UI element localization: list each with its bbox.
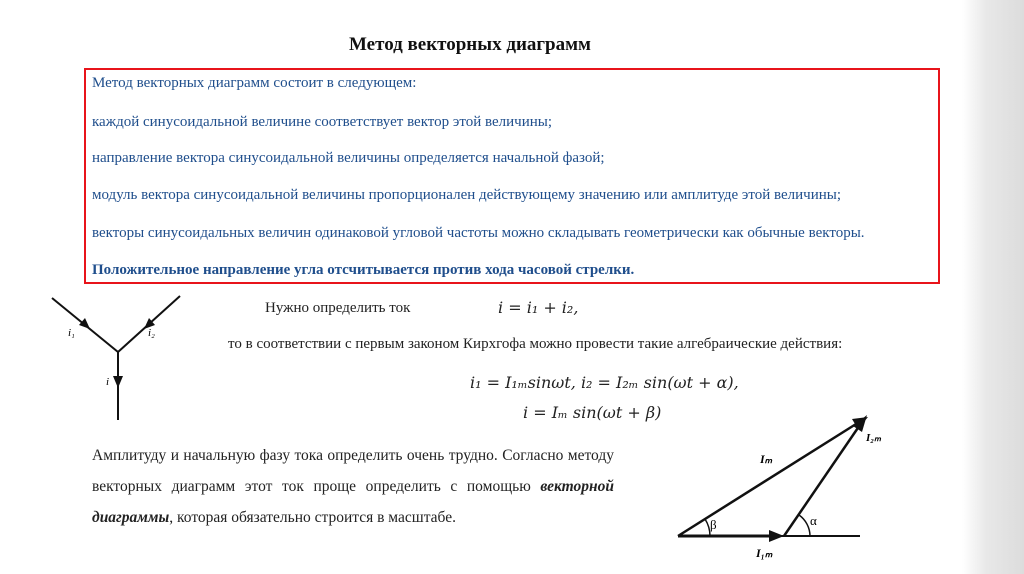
current-node-diagram (40, 290, 190, 425)
box-bold-line: Положительное направление угла отсчитывается против хода часовой стрелки. (92, 262, 635, 278)
label-alpha: α (810, 513, 817, 528)
arrow-i1 (79, 318, 90, 329)
need-text: Нужно определить ток (265, 300, 411, 316)
label-i1: i₁ (68, 327, 75, 339)
box-line-5: векторы синусоидальных величин одинаковой угловой частоты можно складывать геометрически как обычные векторы. (92, 225, 865, 241)
label-i: i (106, 376, 110, 388)
label-beta: β (710, 517, 717, 532)
label-i2: i₂ (148, 327, 155, 339)
slide-title: Метод векторных диаграмм (349, 34, 591, 55)
box-line-4: модуль вектора синусоидальной величины пропорционален действующему значению или амплитуде этой величины; (92, 187, 841, 203)
explanation-paragraph: Амплитуду и начальную фазу тока определить очень трудно. Согласно методу векторных диаграмм этот ток проще определить с помощью векторной диаграммы, которая обязательно строится в масштабе. (92, 447, 614, 526)
kirchhoff-text: то в соответствии с первым законом Кирхгофа можно провести такие алгебраические действия: (228, 336, 843, 352)
angle-alpha-arc (799, 515, 810, 536)
formula-sum: i = i₁ + i₂, (498, 298, 579, 317)
definition-box (84, 68, 940, 284)
label-Im: Iₘ (760, 452, 773, 466)
label-I1m: I₁ₘ (756, 546, 773, 560)
arrow-I1m (769, 530, 784, 542)
arrow-i (113, 376, 123, 388)
box-line-2: каждой синусоидальной величине соответствует вектор этой величины; (92, 114, 552, 130)
vector-I2m (784, 419, 864, 536)
box-line-3: направление вектора синусоидальной величины определяется начальной фазой; (92, 150, 605, 166)
formula-line-1: i₁ = I₁ₘsinωt, i₂ = I₂ₘ sin(ωt + α), (470, 373, 739, 392)
formula-line-2: i = Iₘ sin(ωt + β) (523, 403, 662, 422)
vector-Im (678, 419, 864, 536)
vector-diagram-emphasis: векторной диаграммы (92, 478, 614, 526)
slide-edge-shadow (962, 0, 1024, 574)
vector-diagram (668, 405, 881, 570)
box-line-1: Метод векторных диаграмм состоит в следующем: (92, 75, 417, 91)
label-I2m: I₂ₘ (866, 432, 881, 444)
